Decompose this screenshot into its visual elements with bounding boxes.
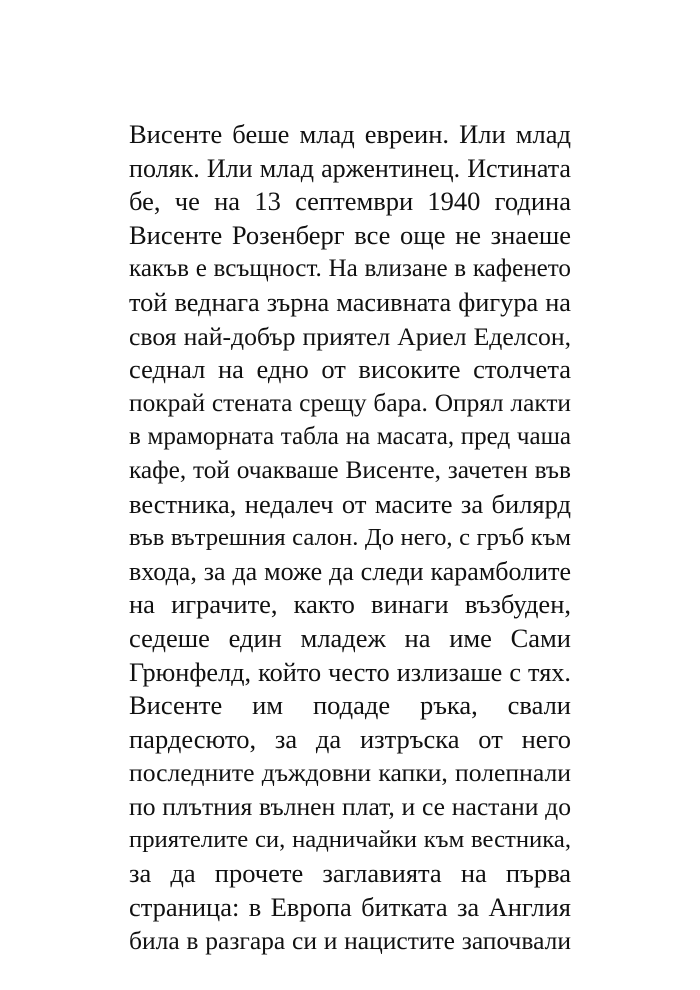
text-line: седнал на едно от високите столчета [129, 354, 571, 385]
text-line: вестника, недалеч от масите за билярд [129, 488, 571, 519]
text-line: кафе, той очакваше Висенте, зачетен във [129, 455, 571, 484]
text-line: била в разгара си и нацистите започвали [129, 926, 571, 956]
text-line: поляк. Или млад аржентинец. Истината [129, 153, 571, 183]
text-line: на играчите, както винаги възбуден, [129, 589, 571, 620]
text-line: Висенте им подаде ръка, свали [129, 690, 571, 721]
text-line: във вътрешния салон. До него, с гръб към [129, 524, 571, 552]
text-line: по плътния вълнен плат, и се настани до [129, 791, 571, 821]
text-line: страница: в Европа битката за Англия [129, 891, 571, 922]
text-line: приятелите си, надничайки към вестника, [129, 826, 571, 854]
text-line: бе, че на 13 септември 1940 година [129, 186, 571, 217]
text-line: пардесюто, за да изтръска от него [129, 723, 571, 754]
text-line: той веднага зърна масивната фигура на [129, 287, 571, 317]
text-line: Грюнфелд, който често излизаше с тях. [129, 657, 571, 687]
text-line: в мраморната табла на масата, пред чаша [129, 423, 571, 451]
text-line: Висенте беше млад евреин. Или млад [129, 119, 571, 149]
text-line: покрай стената срещу бара. Опрял лакти [129, 388, 571, 417]
text-line: своя най-добър приятел Ариел Еделсон, [129, 321, 571, 351]
text-line: последните дъждовни капки, полепнали [129, 758, 571, 788]
text-line: входа, за да може да следи карамболите [129, 556, 571, 586]
text-line: Висенте Розенберг все още не знаеше [129, 219, 571, 250]
text-line: седеше един младеж на име Сами [129, 622, 571, 653]
body-text [129, 118, 571, 958]
text-line: какъв е всъщност. На влизане в кафенето [129, 255, 571, 283]
text-line: за да прочете заглавията на първа [129, 858, 571, 889]
